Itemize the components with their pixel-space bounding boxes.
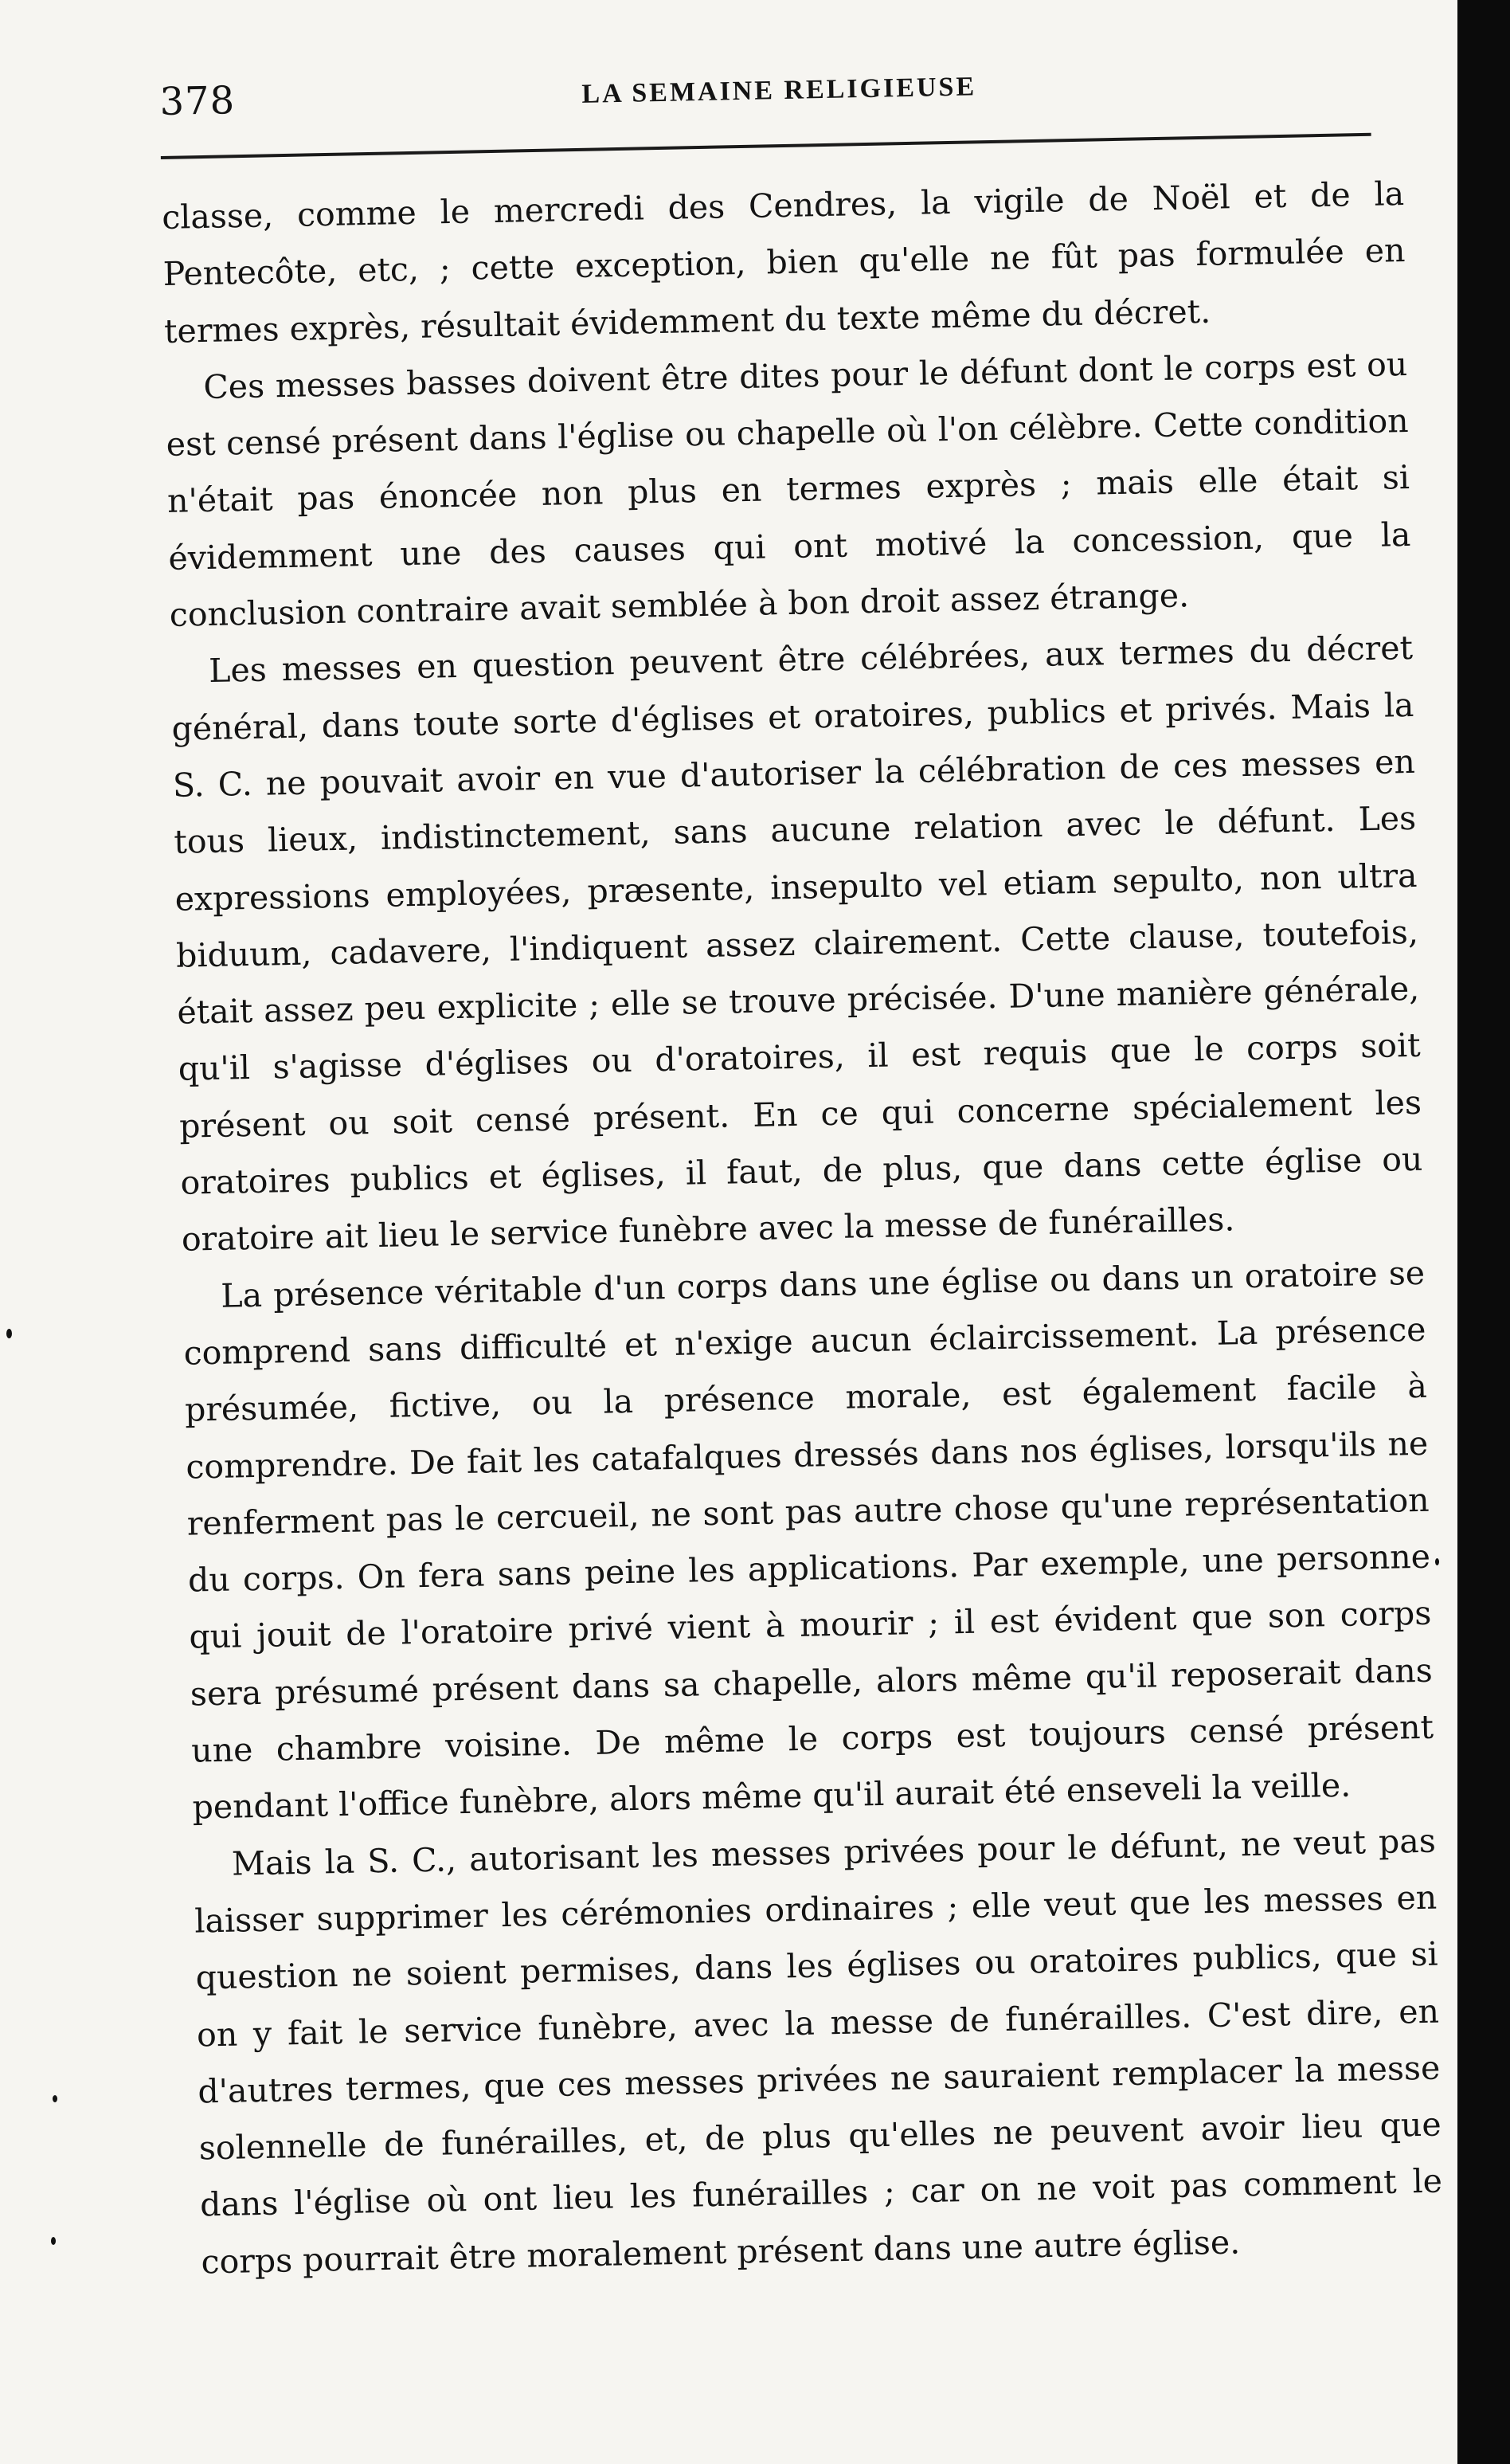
scan-speck [1435,1558,1439,1565]
page-number: 378 [159,78,236,124]
paragraph: Ces messes basses doivent être dites pour le défunt dont le corps est ou est censé présent dans l'église ou chapelle où l'on célèbre. Cette condition n'était pas énoncée non plus en termes exprès ; mais elle était si évidemment une des causes qui ont motivé la concession, que la conclusion contraire avait semblée à bon droit assez étrange. [166,344,1411,634]
scan-speck [51,2237,56,2245]
paragraph: Les messes en question peuvent être célébrées, aux termes du décret général, dans toute sorte d'églises et oratoires, publics et privés. Mais la S. C. ne pouvait avoir en vue d'autoriser la célébration de ces messes en tous lieux, indistinctement, sans aucune relation avec le défunt. Les expressions employées, præsente, insepulto vel etiam sepulto, non ultra biduum, cadavere, l'indiquent assez clairement. Cette clause, toutefois, était assez peu explicite ; elle se trouve précisée. D'une manière générale, qu'il s'agisse d'églises ou d'oratoires, il est requis que le corps soit présent ou soit censé présent. En ce qui concerne spécialement les oratoires publics et églises, il faut, de plus, que dans cette église ou oratoire ait lieu le service funèbre avec la messe de funérailles. [171,629,1423,1259]
paragraph: classe, comme le mercredi des Cendres, la vigile de Noël et de la Pentecôte, etc, ; cette exception, bien qu'elle ne fût pas formulée en termes exprès, résultait évidemment du texte même du décret. [161,174,1406,351]
paragraph: La présence véritable d'un corps dans une église ou dans un oratoire se comprend sans difficulté et n'exige aucun éclaircissement. La présence présumée, fictive, ou la présence morale, est également facile à comprendre. De fait les catafalques dressés dans nos églises, lorsqu'ils ne renferment pas le cercueil, ne sont pas autre chose qu'une représentation du corps. On fera sans peine les applications. Par exemple, une personne qui jouit de l'oratoire privé vient à mourir ; il est évident que son corps sera présumé présent dans sa chapelle, alors même qu'il reposerait dans une chambre voisine. De même le corps est toujours censé présent pendant l'office funèbre, alors même qu'il aurait été enseveli la veille. [183,1253,1434,1827]
text-block [159,56,1444,2290]
paragraph: Mais la S. C., autorisant les messes privées pour le défunt, ne veut pas laisser supprimer les cérémonies ordinaires ; elle veut que les messes en question ne soient permises, dans les églises ou oratoires publics, que si on y fait le service funèbre, avec la messe de funérailles. C'est dire, en d'autres termes, que ces messes privées ne sauraient remplacer la messe solennelle de funérailles, et, de plus qu'elles ne peuvent avoir lieu que dans l'église où ont lieu les funérailles ; car on ne voit pas comment le corps pourrait être moralement présent dans une autre église. [194,1821,1443,2282]
header-rule [161,133,1371,159]
running-title: LA SEMAINE RELIGIEUSE [581,72,977,109]
body-text [162,166,1444,2290]
scan-dark-edge [1457,0,1510,2464]
running-head [159,56,1402,127]
scan-speck [6,1329,12,1338]
scan-speck [53,2095,57,2102]
